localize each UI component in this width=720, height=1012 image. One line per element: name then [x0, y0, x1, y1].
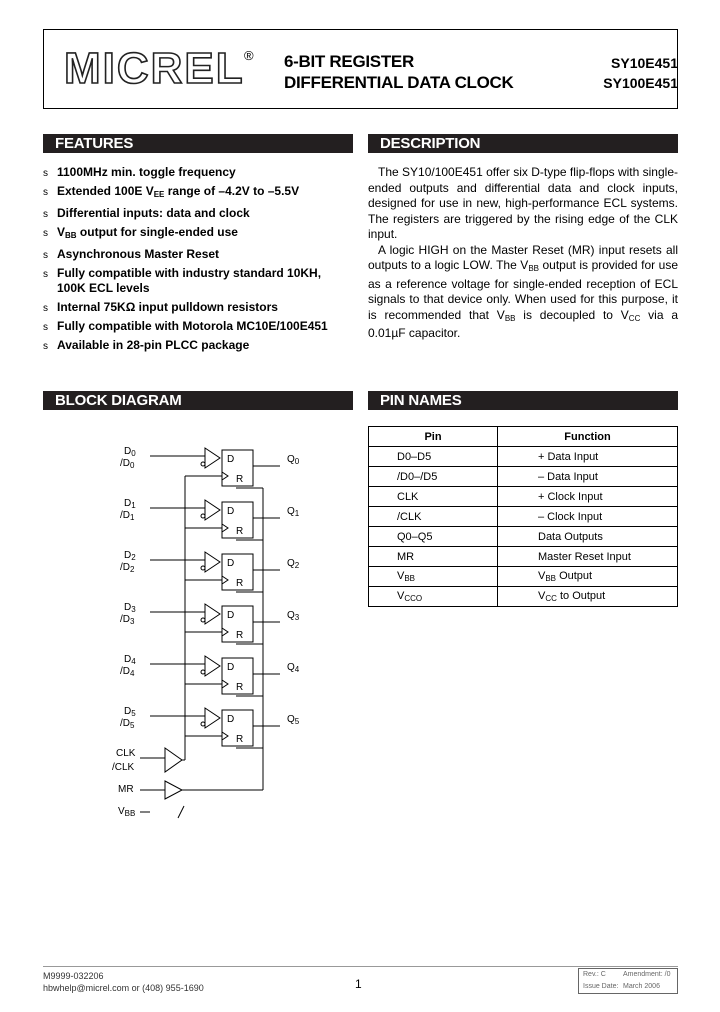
pin-cell: MR: [369, 547, 498, 567]
inverted-data-input-label: [120, 718, 134, 731]
function-cell: [498, 567, 678, 587]
subscript: 3: [294, 613, 300, 622]
label-text: Q: [287, 506, 295, 517]
subscript: 2: [131, 553, 136, 562]
feature-text: range of –4.2V to –5.5V: [164, 184, 300, 198]
ff-d-pin-label: [227, 454, 234, 465]
description-paragraph-2: [368, 243, 678, 342]
label-text: D: [227, 662, 235, 673]
output-label: [287, 610, 299, 623]
feature-item: [43, 225, 353, 243]
subscript: 3: [131, 605, 136, 614]
bullet: s: [43, 228, 48, 239]
bullet: s: [43, 341, 48, 352]
flip-flop-box: [222, 710, 253, 746]
subscript: 4: [294, 665, 300, 674]
text: via a 0.01µF capacitor.: [368, 307, 678, 340]
feature-text: Fully compatible with industry standard 10KH,: [57, 266, 322, 280]
subscript: 2: [294, 561, 300, 570]
label-text: R: [236, 526, 244, 537]
mr-label: [118, 784, 134, 795]
ff-d-pin-label: [227, 662, 234, 673]
input-buffer-icon: [205, 448, 220, 468]
ff-reset-pin-label: [236, 474, 243, 485]
ff-reset-pin-label: [236, 734, 243, 745]
output-label: [287, 506, 299, 519]
inverted-data-input-label: [120, 458, 134, 471]
subscript: 4: [131, 657, 136, 666]
label-text: D: [124, 550, 132, 561]
ff-d-pin-label: [227, 610, 234, 621]
pin-cell: Q0–Q5: [369, 527, 498, 547]
clock-buffer-icon: [165, 748, 182, 772]
label-text: R: [236, 578, 244, 589]
feature-text: Extended 100E V: [57, 184, 154, 198]
label-text: R: [236, 734, 244, 745]
subscript: 5: [130, 721, 135, 730]
part-number-2: SY100E451: [603, 75, 678, 91]
data-input-label: [124, 706, 136, 719]
pin-cell: CLK: [369, 487, 498, 507]
ff-d-pin-label: [227, 506, 234, 517]
mr-buffer-icon: [165, 781, 182, 799]
subscript: 0: [294, 457, 300, 466]
data-input-label: [124, 446, 136, 459]
block-diagram-heading: BLOCK DIAGRAM: [43, 391, 353, 410]
data-input-label: [124, 602, 136, 615]
data-input-label: [124, 498, 136, 511]
ff-d-pin-label: [227, 714, 234, 725]
ff-reset-pin-label: [236, 578, 243, 589]
table-row: [369, 507, 678, 527]
label-text: R: [236, 682, 244, 693]
subscript: 2: [130, 565, 135, 574]
data-input-label: [124, 654, 136, 667]
feature-item: [43, 165, 353, 180]
label-text: D: [124, 498, 132, 509]
subscript: 1: [131, 501, 136, 510]
micrel-logo: MICREL: [64, 44, 245, 93]
label-text: D: [227, 454, 235, 465]
label-text: R: [236, 474, 244, 485]
clock-edge-icon: [222, 472, 228, 480]
label-text: V: [118, 806, 125, 817]
label-text: Q: [287, 610, 295, 621]
input-buffer-icon: [205, 500, 220, 520]
pin-cell: D0–D5: [369, 447, 498, 467]
feature-item: [43, 206, 353, 221]
text: is decoupled to V: [515, 307, 629, 322]
feature-text: Available in 28-pin PLCC package: [57, 338, 250, 352]
label-text: /D: [120, 510, 130, 521]
text: V: [397, 590, 405, 602]
feature-item: [43, 319, 353, 334]
feature-text: 1100MHz min. toggle frequency: [57, 165, 236, 179]
subscript: BB: [404, 574, 416, 583]
inverted-data-input-label: [120, 510, 134, 523]
subscript: CCO: [404, 594, 423, 603]
vbb-label: [118, 806, 135, 819]
label-text: D: [124, 706, 132, 717]
bullet: s: [43, 303, 48, 314]
description-paragraph-1: The SY10/100E451 offer six D-type flip-flops with single-ended outputs and differential data and clock inputs, designed for use in new, high-performance ECL systems. The registers are triggered by the rising edge of the CLK input.: [368, 165, 678, 241]
output-label: [287, 714, 299, 727]
pin-cell: [369, 567, 498, 587]
bullet: s: [43, 269, 48, 280]
feature-text: output for single-ended use: [76, 225, 238, 239]
page-number: 1: [355, 977, 362, 991]
description-text: [368, 165, 678, 342]
clock-edge-icon: [222, 680, 228, 688]
label-text: MR: [118, 784, 134, 795]
subscript: 1: [294, 509, 300, 518]
footer-info: [43, 970, 204, 994]
registered-mark: ®: [244, 48, 254, 63]
subscript: BB: [504, 313, 516, 323]
output-label: [287, 662, 299, 675]
feature-item: [43, 247, 353, 262]
clk-label: [116, 748, 135, 759]
subscript: EE: [153, 190, 165, 199]
input-buffer-icon: [205, 552, 220, 572]
label-text: /D: [120, 718, 130, 729]
subscript: 5: [131, 709, 136, 718]
table-row: [369, 527, 678, 547]
bullet: s: [43, 168, 48, 179]
clock-edge-icon: [222, 628, 228, 636]
table-header-row: [369, 427, 678, 447]
inversion-bubble: [201, 566, 205, 570]
nclk-label: [112, 762, 134, 773]
clock-edge-icon: [222, 576, 228, 584]
pin-names-heading: PIN NAMES: [368, 391, 678, 410]
function-cell: Master Reset Input: [498, 547, 678, 567]
title-line-2: DIFFERENTIAL DATA CLOCK: [284, 73, 514, 92]
feature-item: [43, 300, 353, 315]
vbb-tick: [178, 806, 184, 818]
label-text: D: [227, 714, 235, 725]
subscript: CC: [628, 313, 641, 323]
column-header-function: Function: [498, 427, 678, 447]
flip-flop-box: [222, 606, 253, 642]
bullet: s: [43, 322, 48, 333]
document-title: [284, 51, 514, 93]
function-cell: – Data Input: [498, 467, 678, 487]
pin-cell: /D0–/D5: [369, 467, 498, 487]
amendment: Amendment: /0: [623, 971, 671, 978]
subscript: BB: [545, 574, 557, 583]
label-text: /D: [120, 614, 130, 625]
label-text: D: [124, 654, 132, 665]
function-cell: – Clock Input: [498, 507, 678, 527]
revision-box: [578, 968, 678, 994]
inversion-bubble: [201, 670, 205, 674]
issue-label: Issue Date:: [583, 983, 619, 990]
input-buffer-icon: [205, 708, 220, 728]
table-row: [369, 547, 678, 567]
text: V: [397, 570, 405, 582]
function-cell: + Data Input: [498, 447, 678, 467]
pin-cell: /CLK: [369, 507, 498, 527]
subscript: 0: [131, 449, 136, 458]
description-heading: DESCRIPTION: [368, 134, 678, 153]
text: Output: [556, 570, 593, 582]
label-text: Q: [287, 454, 295, 465]
title-line-1: 6-BIT REGISTER: [284, 52, 414, 71]
feature-text: Asynchronous Master Reset: [57, 247, 220, 261]
clock-edge-icon: [222, 524, 228, 532]
output-label: [287, 454, 299, 467]
footer-divider: [43, 966, 678, 967]
feature-text: V: [57, 225, 66, 239]
table-row: [369, 467, 678, 487]
contact-info: hbwhelp@micrel.com or (408) 955-1690: [43, 983, 204, 993]
table-row: [369, 487, 678, 507]
feature-text: Fully compatible with Motorola MC10E/100E451: [57, 319, 328, 333]
flip-flop-box: [222, 658, 253, 694]
table-row: [369, 447, 678, 467]
subscript: 0: [130, 461, 135, 470]
feature-item: [43, 266, 353, 296]
label-text: D: [124, 446, 132, 457]
text: V: [538, 570, 546, 582]
inversion-bubble: [201, 462, 205, 466]
inversion-bubble: [201, 722, 205, 726]
data-input-label: [124, 550, 136, 563]
ff-reset-pin-label: [236, 526, 243, 537]
text: A logic HIGH on the Master Reset (MR) input resets all outputs to a logic LOW. The V: [368, 242, 678, 272]
label-text: D: [124, 602, 132, 613]
text: V: [538, 590, 546, 602]
feature-text: 100K ECL levels: [57, 281, 150, 295]
label-text: Q: [287, 714, 295, 725]
subscript: BB: [124, 809, 136, 818]
label-text: /D: [120, 562, 130, 573]
label-text: D: [227, 558, 235, 569]
ff-reset-pin-label: [236, 682, 243, 693]
label-text: D: [227, 610, 235, 621]
flip-flop-box: [222, 554, 253, 590]
part-numbers: [603, 53, 678, 93]
clock-edge-icon: [222, 732, 228, 740]
label-text: R: [236, 630, 244, 641]
label-text: Q: [287, 558, 295, 569]
function-cell: + Clock Input: [498, 487, 678, 507]
feature-text: Internal 75KΩ input pulldown resistors: [57, 300, 278, 314]
text: output is provided for use as a reference voltage for single-ended reception of ECL signals to that device only. When used for this purpose, it is recommended that V: [368, 258, 678, 322]
inverted-data-input-label: [120, 666, 134, 679]
subscript: 5: [294, 717, 300, 726]
inverted-data-input-label: [120, 562, 134, 575]
bullet: s: [43, 209, 48, 220]
bullet: s: [43, 187, 48, 198]
feature-item: [43, 184, 353, 202]
feature-text: Differential inputs: data and clock: [57, 206, 250, 220]
pin-names-table: [368, 426, 678, 607]
issue-date: March 2006: [623, 983, 660, 990]
bullet: s: [43, 250, 48, 261]
ff-reset-pin-label: [236, 630, 243, 641]
subscript: BB: [528, 264, 539, 273]
pin-cell: [369, 587, 498, 607]
inverted-data-input-label: [120, 614, 134, 627]
feature-item: [43, 338, 353, 353]
label-text: CLK: [116, 748, 136, 759]
revision: Rev.: C: [583, 971, 606, 978]
table-row: [369, 587, 678, 607]
subscript: 1: [130, 513, 135, 522]
inversion-bubble: [201, 514, 205, 518]
inversion-bubble: [201, 618, 205, 622]
label-text: D: [227, 506, 235, 517]
input-buffer-icon: [205, 604, 220, 624]
features-heading: FEATURES: [43, 134, 353, 153]
text: to Output: [556, 590, 606, 602]
function-cell: [498, 587, 678, 607]
part-number-1: SY10E451: [611, 55, 678, 71]
output-label: [287, 558, 299, 571]
subscript: BB: [65, 231, 77, 240]
subscript: 4: [130, 669, 135, 678]
features-list: [43, 165, 353, 357]
label-text: /CLK: [112, 762, 135, 773]
ff-d-pin-label: [227, 558, 234, 569]
label-text: /D: [120, 458, 130, 469]
flip-flop-box: [222, 450, 253, 486]
column-header-pin: Pin: [369, 427, 498, 447]
subscript: 3: [130, 617, 135, 626]
input-buffer-icon: [205, 656, 220, 676]
flip-flop-box: [222, 502, 253, 538]
function-cell: Data Outputs: [498, 527, 678, 547]
label-text: /D: [120, 666, 130, 677]
table-row: [369, 567, 678, 587]
document-number: M9999-032206: [43, 971, 104, 981]
label-text: Q: [287, 662, 295, 673]
subscript: CC: [545, 594, 557, 603]
